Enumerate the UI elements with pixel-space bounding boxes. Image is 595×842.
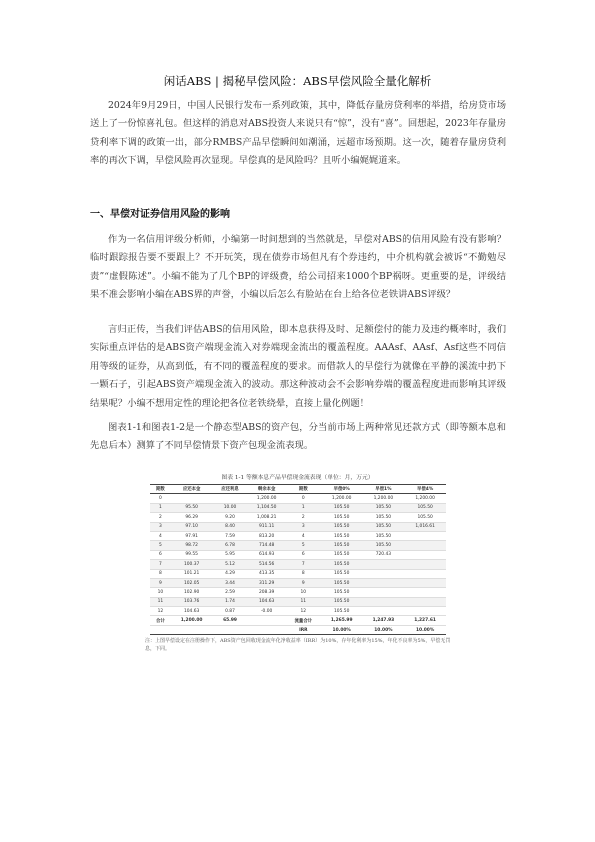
table-cell: [404, 588, 446, 597]
table-cell: [212, 494, 247, 503]
table-row: [150, 494, 446, 503]
table-cell: 98.72: [171, 541, 213, 550]
article-title: 闲话ABS | 揭秘早偿风险：ABS早偿风险全量化解析: [163, 74, 432, 88]
table-cell: 2.59: [212, 588, 247, 597]
table-cell: [171, 625, 213, 634]
table-cell: 1,104.50: [248, 503, 286, 512]
table-cell: 105.50: [321, 597, 363, 606]
table-cell: 0: [286, 494, 321, 503]
table-cell: 720.43: [363, 550, 405, 559]
table-cell: [363, 607, 405, 616]
table-row: [150, 522, 446, 531]
table-cell: 8.40: [212, 522, 247, 531]
table-cell: [248, 616, 286, 625]
section-paragraph-1: 作为一名信用评级分析师，小编第一时间想到的当然就是，早偿对ABS的信用风险有没有影响？临时跟踪报告要不要跟上？不开玩笑，现在债券市场但凡有个券违约，中介机构就会被诉“不勤勉尽责”“虚假陈述”。小编不能为了几个BP的评级费，给公司招来1000个BP祸呀。更重要的是，评级结果不准会影响小编在ABS界的声誉，小编以后怎么有脸站在台上给各位老铁讲ABS评级？: [90, 234, 506, 301]
table-cell: [404, 569, 446, 578]
table-cell: [404, 560, 446, 569]
table-header-cell: 应还本金: [171, 485, 213, 494]
table-cell: 105.50: [321, 588, 363, 597]
table-cell: 0.87: [212, 607, 247, 616]
table-cell: 5: [286, 541, 321, 550]
table-row: [150, 560, 446, 569]
table-row: [150, 531, 446, 540]
table-cell: 6: [286, 550, 321, 559]
table-cell: 102.05: [171, 578, 213, 587]
table-cell: 911.11: [248, 522, 286, 531]
table-cell: 9.20: [212, 513, 247, 522]
table-cell: 208.39: [248, 588, 286, 597]
table-cell: 413.35: [248, 569, 286, 578]
table-cell: [363, 578, 405, 587]
table-cell: 1,200.00: [248, 494, 286, 503]
table-cell: 5.12: [212, 560, 247, 569]
table-cell: 105.50: [321, 541, 363, 550]
intro-paragraph: 2024年9月29日，中国人民银行发布一系列政策，其中，降低存量房贷利率的举措，给房贷市场送上了一份惊喜礼包。但这样的消息对ABS投资人来说只有“惊”，没有“喜”。回想起，2023年存量房贷利率下调的政策一出，部分RMBS产品早偿瞬间如潮涌，远超市场预期。这一次，随着存量房贷利率的再次下调，早偿风险再次显现。早偿真的是风险吗？且听小编娓娓道来。: [90, 100, 506, 167]
table-cell: 11: [150, 597, 171, 606]
table-cell: 10.00%: [321, 625, 363, 634]
table-cell: 10: [286, 588, 321, 597]
table-row: [150, 597, 446, 606]
table-cell: 合计: [150, 616, 171, 625]
table-cell: 3: [286, 522, 321, 531]
table-cell: 9: [286, 578, 321, 587]
table-cell: 105.50: [321, 503, 363, 512]
table-cell: 105.50: [363, 503, 405, 512]
table-cell: [404, 541, 446, 550]
table-cell: 105.50: [363, 531, 405, 540]
table-row: [150, 588, 446, 597]
section-heading: 一、早偿对证券信用风险的影响: [90, 209, 230, 220]
table-cell: 96.29: [171, 513, 213, 522]
table-cell: 1,200.00: [404, 494, 446, 503]
table-irr-row: [150, 625, 446, 634]
table-cell: 5: [150, 541, 171, 550]
table-cell: 1,200.00: [321, 494, 363, 503]
table-cell: 1.74: [212, 597, 247, 606]
table-header-row: [150, 485, 446, 494]
table-cell: 65.99: [212, 616, 247, 625]
table-cell: 1: [150, 503, 171, 512]
table-cell: 3.44: [212, 578, 247, 587]
table-cell: [404, 597, 446, 606]
cashflow-table: [150, 484, 446, 635]
table-cell: 7: [286, 560, 321, 569]
table-header-cell: 早偿0%: [321, 485, 363, 494]
table-row: [150, 569, 446, 578]
table-cell: 105.50: [404, 503, 446, 512]
table-row: [150, 578, 446, 587]
table-cell: [404, 531, 446, 540]
table-cell: 1,008.21: [248, 513, 286, 522]
table-cell: 100.37: [171, 560, 213, 569]
table-cell: 1,247.93: [363, 616, 405, 625]
table-cell: 10: [150, 588, 171, 597]
table-cell: 10.00: [212, 503, 247, 512]
table-header-cell: 期数: [286, 485, 321, 494]
table-header-cell: 期数: [150, 485, 171, 494]
table-cell: 105.50: [363, 522, 405, 531]
table-cell: [363, 569, 405, 578]
table-row: [150, 541, 446, 550]
table-cell: 102.90: [171, 588, 213, 597]
table-cell: 105.50: [363, 541, 405, 550]
table-cell: 流量合计: [286, 616, 321, 625]
table-cell: 6: [150, 550, 171, 559]
section-paragraph-2: 言归正传，当我们评估ABS的信用风险，即本息获得及时、足额偿付的能力及违约概率时，我们实际重点评估的是ABS资产端现金流入对券端现金流出的覆盖程度。AAAsf、AAsf、Asf这些不同信用等级的证券，从高到低，有不同的覆盖程度的要求。而借款人的早偿行为就像在平静的溪流中扔下一颗石子，引起ABS资产端现金流入的波动。那这种波动会不会影响券端的覆盖程度进而影响其评级结果呢？小编不想用定性的理论把各位老铁绕晕，直接上量化例题！: [90, 324, 506, 409]
table-cell: 97.10: [171, 522, 213, 531]
table-cell: [248, 625, 286, 634]
table-cell: 514.56: [248, 560, 286, 569]
table-cell: 105.50: [321, 607, 363, 616]
table-header-cell: 应还利息: [212, 485, 247, 494]
table-row: [150, 607, 446, 616]
table-cell: 1: [286, 503, 321, 512]
table-cell: 6.78: [212, 541, 247, 550]
table-cell: 5.95: [212, 550, 247, 559]
table-cell: 4.29: [212, 569, 247, 578]
table-cell: 7: [150, 560, 171, 569]
table-caption: 图表 1-1 等额本息产品早偿现金流表现（单位：月，万元）: [221, 475, 374, 481]
table-cell: 614.93: [248, 550, 286, 559]
table-cell: 11: [286, 597, 321, 606]
table-cell: [363, 588, 405, 597]
table-header-cell: 早偿1%: [363, 485, 405, 494]
table-cell: 2: [150, 513, 171, 522]
table-cell: 103.76: [171, 597, 213, 606]
table-cell: 95.50: [171, 503, 213, 512]
table-header-cell: 早偿4%: [404, 485, 446, 494]
table-cell: 1,016.61: [404, 522, 446, 531]
table-cell: 1,227.61: [404, 616, 446, 625]
table-cell: 4: [286, 531, 321, 540]
table-cell: [404, 578, 446, 587]
table-cell: 105.50: [321, 569, 363, 578]
table-note: 注：上图早偿设定在注册操作下，ABS资产包回收现金流年化净收益率（IRR）为10%，存年化利率为15%，年化不良率为5%，早偿无罚息，下同。: [145, 638, 451, 652]
table-cell: IRR: [286, 625, 321, 634]
table-cell: 714.48: [248, 541, 286, 550]
table-cell: 105.50: [321, 560, 363, 569]
table-cell: 9: [150, 578, 171, 587]
table-cell: 0: [150, 494, 171, 503]
table-cell: 311.29: [248, 578, 286, 587]
table-cell: 105.50: [321, 522, 363, 531]
table-cell: 1,200.00: [363, 494, 405, 503]
table-cell: 105.50: [321, 550, 363, 559]
table-cell: 99.55: [171, 550, 213, 559]
table-cell: 12: [150, 607, 171, 616]
table-cell: [404, 607, 446, 616]
table-cell: -0.00: [248, 607, 286, 616]
table-cell: 101.21: [171, 569, 213, 578]
table-cell: 104.63: [171, 607, 213, 616]
table-row: [150, 503, 446, 512]
table-cell: [150, 625, 171, 634]
table-row: [150, 513, 446, 522]
table-cell: 2: [286, 513, 321, 522]
table-cell: 12: [286, 607, 321, 616]
table-cell: [363, 597, 405, 606]
table-cell: 3: [150, 522, 171, 531]
table-cell: 1,200.00: [171, 616, 213, 625]
table-cell: [212, 625, 247, 634]
table-cell: 105.50: [321, 578, 363, 587]
table-cell: 8: [286, 569, 321, 578]
table-cell: 105.50: [321, 513, 363, 522]
table-cell: 105.50: [363, 513, 405, 522]
table-cell: 4: [150, 531, 171, 540]
table-cell: 813.20: [248, 531, 286, 540]
table-cell: [171, 494, 213, 503]
table-cell: 105.50: [321, 531, 363, 540]
table-cell: 104.63: [248, 597, 286, 606]
table-cell: 7.59: [212, 531, 247, 540]
table-cell: 10.00%: [363, 625, 405, 634]
table-cell: 1,265.99: [321, 616, 363, 625]
table-cell: 97.91: [171, 531, 213, 540]
table-cell: 10.00%: [404, 625, 446, 634]
table-cell: [404, 550, 446, 559]
table-total-row: [150, 616, 446, 625]
section-paragraph-3: 图表1-1和图表1-2是一个静态型ABS的资产包，分当前市场上两种常见还款方式（即等额本息和先息后本）测算了不同早偿情景下资产包现金流表现。: [90, 422, 506, 452]
table-cell: 8: [150, 569, 171, 578]
table-cell: [363, 560, 405, 569]
table-cell: 105.50: [404, 513, 446, 522]
table-header-cell: 剩余本金: [248, 485, 286, 494]
table-row: [150, 550, 446, 559]
